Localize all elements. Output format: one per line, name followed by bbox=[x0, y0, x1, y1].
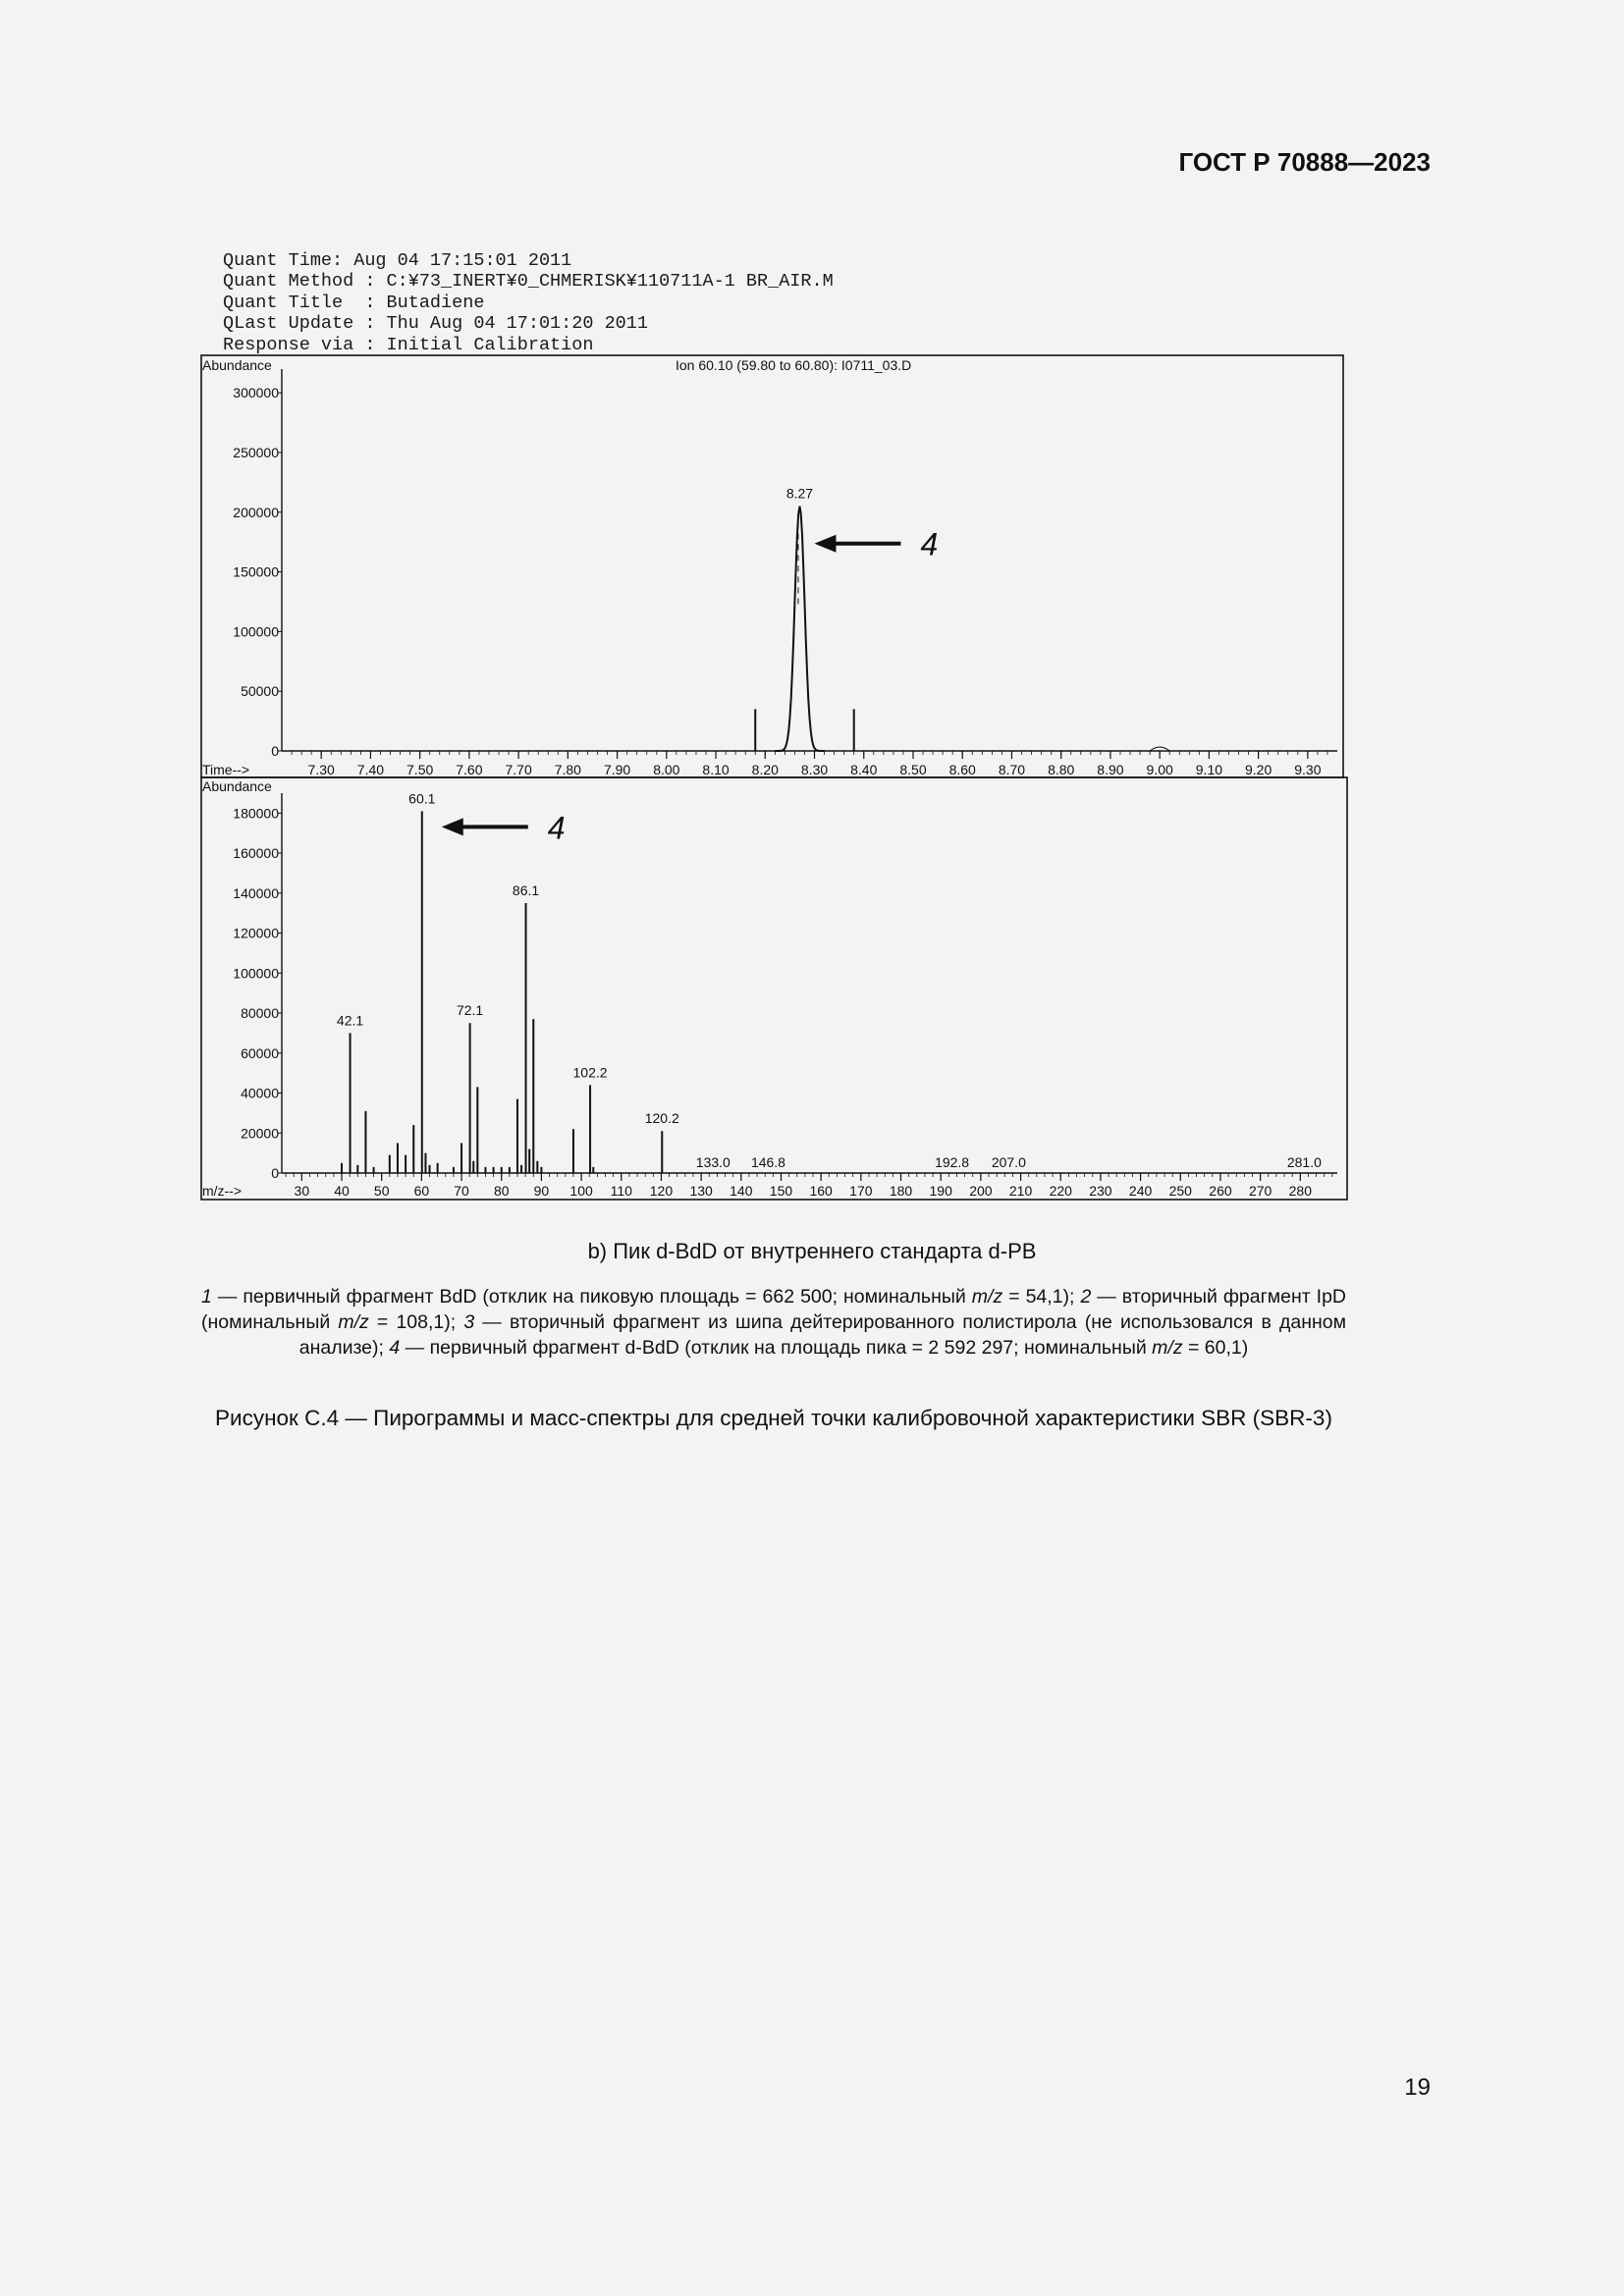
y-tick-label: 150000 bbox=[233, 563, 279, 580]
x-tick-label: 90 bbox=[533, 1183, 550, 1199]
peak-label: 42.1 bbox=[336, 1012, 364, 1029]
x-tick-label: 8.30 bbox=[800, 762, 829, 777]
y-tick-label: 160000 bbox=[233, 845, 279, 862]
x-tick-label: 7.50 bbox=[406, 762, 434, 777]
y-tick-label: 60000 bbox=[241, 1044, 279, 1061]
x-tick-label: 180 bbox=[889, 1183, 913, 1199]
peak-label: 72.1 bbox=[456, 1002, 484, 1019]
x-tick-label: 120 bbox=[649, 1183, 674, 1199]
mass-spectrum-chart bbox=[201, 777, 1347, 1200]
chart-frame bbox=[201, 777, 1347, 1200]
x-tick-label: 70 bbox=[454, 1183, 469, 1199]
quant-info-line: QLast Update : Thu Aug 04 17:01:20 2011 bbox=[223, 313, 648, 334]
y-tick-label: 0 bbox=[271, 1165, 279, 1181]
y-axis-title: Abundance bbox=[202, 778, 272, 794]
peak-label: 102.2 bbox=[572, 1064, 608, 1081]
peak-label: 281.0 bbox=[1286, 1154, 1322, 1170]
x-tick-label: 140 bbox=[730, 1183, 753, 1199]
x-tick-label: 270 bbox=[1248, 1183, 1272, 1199]
x-tick-label: 40 bbox=[334, 1183, 350, 1199]
x-tick-label: 8.00 bbox=[653, 762, 680, 777]
x-tick-label: 170 bbox=[849, 1183, 873, 1199]
peak-label: 8.27 bbox=[785, 485, 814, 502]
standard-designation: ГОСТ Р 70888—2023 bbox=[1178, 147, 1431, 177]
arrow-head bbox=[814, 535, 836, 553]
y-tick-label: 80000 bbox=[241, 1005, 279, 1022]
page-number: 19 bbox=[1404, 2074, 1431, 2101]
x-tick-label: 8.60 bbox=[948, 762, 976, 777]
note-text: — первичный фрагмент BdD (отклик на пиковую площадь = 662 500; номинальный bbox=[211, 1286, 972, 1308]
note-text: — вторичный фрагмент IpD (номинальный bbox=[201, 1286, 1346, 1333]
quant-info-line: Quant Time: Aug 04 17:15:01 2011 bbox=[223, 249, 572, 271]
y-tick-label: 300000 bbox=[233, 385, 279, 401]
x-tick-label: 280 bbox=[1288, 1183, 1313, 1199]
x-tick-label: 50 bbox=[373, 1183, 390, 1199]
x-tick-label: 200 bbox=[969, 1183, 993, 1199]
peak-label: 146.8 bbox=[750, 1154, 785, 1170]
note-text: = 54,1); bbox=[1002, 1286, 1081, 1308]
x-tick-label: 100 bbox=[569, 1183, 593, 1199]
peak-label: 120.2 bbox=[644, 1110, 679, 1127]
peak-label: 207.0 bbox=[991, 1154, 1026, 1170]
y-tick-label: 200000 bbox=[233, 504, 279, 520]
x-axis-title: Time--> bbox=[202, 762, 250, 777]
note-number: 1 bbox=[201, 1286, 212, 1308]
arrow-head bbox=[442, 818, 463, 835]
x-tick-label: 80 bbox=[493, 1183, 510, 1199]
y-tick-label: 180000 bbox=[233, 805, 279, 822]
x-tick-label: 9.20 bbox=[1245, 762, 1272, 777]
x-tick-label: 9.00 bbox=[1146, 762, 1173, 777]
x-tick-label: 240 bbox=[1128, 1183, 1153, 1199]
note-text: = 60,1) bbox=[1182, 1337, 1249, 1359]
note-mz: m/z bbox=[971, 1286, 1003, 1308]
x-tick-label: 30 bbox=[294, 1183, 310, 1199]
x-tick-label: 8.40 bbox=[850, 762, 878, 777]
x-tick-label: 7.90 bbox=[603, 762, 631, 777]
note-number: 4 bbox=[389, 1337, 401, 1359]
quant-info-line: Response via : Initial Calibration bbox=[223, 334, 594, 355]
y-tick-label: 40000 bbox=[241, 1085, 279, 1101]
x-tick-label: 60 bbox=[413, 1183, 430, 1199]
y-tick-label: 0 bbox=[271, 743, 279, 759]
x-tick-label: 110 bbox=[610, 1183, 632, 1199]
x-tick-label: 8.10 bbox=[702, 762, 730, 777]
x-tick-label: 7.60 bbox=[456, 762, 483, 777]
x-tick-label: 260 bbox=[1209, 1183, 1232, 1199]
peak-annotation: 4 bbox=[547, 810, 566, 846]
y-tick-label: 140000 bbox=[233, 884, 279, 901]
chart-frame bbox=[201, 355, 1343, 777]
figure-title: Рисунок С.4 — Пирограммы и масс-спектры для средней точки калибровочной характеристики SBR (SBR-3) bbox=[215, 1406, 1332, 1430]
peak-label: 60.1 bbox=[408, 790, 436, 807]
x-tick-label: 7.30 bbox=[307, 762, 335, 777]
x-tick-label: 8.50 bbox=[899, 762, 927, 777]
peak-annotation: 4 bbox=[920, 526, 939, 562]
x-tick-label: 8.80 bbox=[1048, 762, 1075, 777]
figure-subcaption: b) Пик d-BdD от внутреннего стандарта d-PB bbox=[587, 1239, 1037, 1263]
peak-label: 133.0 bbox=[695, 1154, 731, 1170]
note-mz: m/z bbox=[1152, 1337, 1183, 1359]
figure-legend-notes bbox=[201, 1284, 1346, 1361]
y-tick-label: 100000 bbox=[233, 623, 279, 640]
x-axis-title: m/z--> bbox=[202, 1183, 243, 1199]
chromatogram-chart bbox=[201, 355, 1343, 777]
y-tick-label: 20000 bbox=[241, 1125, 279, 1142]
y-tick-label: 50000 bbox=[241, 683, 279, 700]
x-tick-label: 250 bbox=[1168, 1183, 1192, 1199]
x-tick-label: 8.90 bbox=[1097, 762, 1124, 777]
note-number: 3 bbox=[463, 1311, 475, 1333]
x-tick-label: 190 bbox=[929, 1183, 952, 1199]
chart-title: Ion 60.10 (59.80 to 60.80): I0711_03.D bbox=[676, 357, 912, 373]
y-tick-label: 120000 bbox=[233, 925, 279, 941]
x-tick-label: 7.70 bbox=[505, 762, 532, 777]
note-text: — первичный фрагмент d-BdD (отклик на площадь пика = 2 592 297; номинальный bbox=[400, 1337, 1153, 1359]
x-tick-label: 9.10 bbox=[1195, 762, 1223, 777]
quant-info-line: Quant Title : Butadiene bbox=[223, 292, 485, 313]
x-tick-label: 7.80 bbox=[554, 762, 581, 777]
note-text: — вторичный фрагмент из шипа дейтерированного полистирола (не использовался в данном анализе); bbox=[298, 1311, 1346, 1359]
x-tick-label: 230 bbox=[1089, 1183, 1112, 1199]
note-number: 2 bbox=[1080, 1286, 1092, 1308]
x-tick-label: 8.20 bbox=[751, 762, 779, 777]
peak-label: 192.8 bbox=[935, 1154, 970, 1170]
x-tick-label: 8.70 bbox=[998, 762, 1026, 777]
x-tick-label: 7.40 bbox=[356, 762, 385, 777]
x-tick-label: 220 bbox=[1049, 1183, 1072, 1199]
x-tick-label: 9.30 bbox=[1294, 762, 1322, 777]
x-tick-label: 160 bbox=[809, 1183, 833, 1199]
x-tick-label: 210 bbox=[1008, 1183, 1033, 1199]
y-tick-label: 100000 bbox=[233, 965, 279, 982]
x-tick-label: 130 bbox=[689, 1183, 713, 1199]
note-text: = 108,1); bbox=[368, 1311, 464, 1333]
y-axis-title: Abundance bbox=[202, 357, 272, 373]
peak-label: 86.1 bbox=[512, 882, 540, 899]
y-tick-label: 250000 bbox=[233, 444, 279, 460]
quant-info-line: Quant Method : C:¥73_INERT¥0_CHMERISK¥110711A-1 BR_AIR.M bbox=[223, 271, 834, 292]
note-mz: m/z bbox=[338, 1311, 369, 1333]
x-tick-label: 150 bbox=[769, 1183, 793, 1199]
